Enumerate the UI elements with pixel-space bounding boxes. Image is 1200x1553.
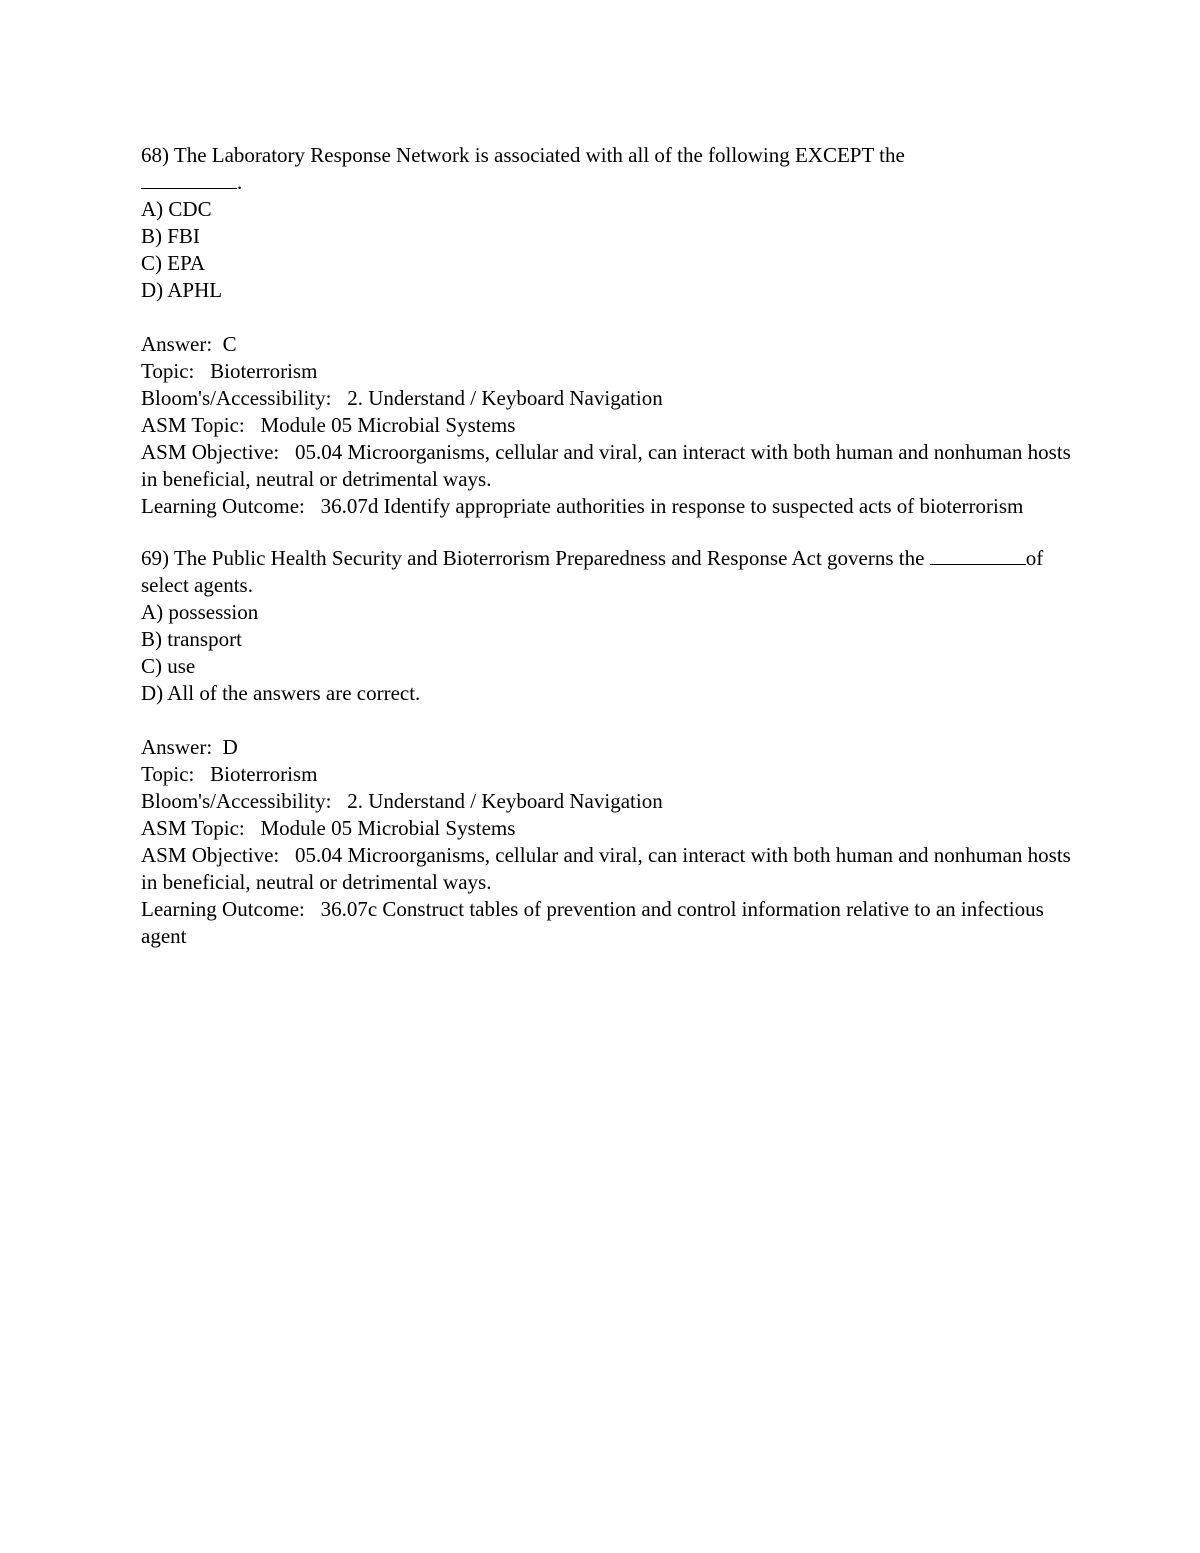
question-stem (141, 142, 1071, 196)
answer-value: D (222, 735, 238, 759)
asm-objective-value: 05.04 Microorganisms, cellular and viral, can interact with both human and nonhuman hosts in beneficial, neutral or detrimental ways. (141, 843, 1071, 894)
document-page (141, 142, 1071, 950)
question-stem-text: 69) The Public Health Security and Bioterrorism Preparedness and Response Act governs the (141, 546, 925, 570)
topic-line (141, 761, 1071, 788)
asm-objective-line (141, 439, 1071, 493)
question-separator (141, 520, 1071, 545)
asm-objective-label: ASM Objective: (141, 440, 280, 464)
choice-b: B) transport (141, 627, 242, 651)
learning-outcome-value: 36.07d Identify appropriate authorities in response to suspected acts of bioterrorism (320, 494, 1024, 518)
topic-value: Bioterrorism (210, 359, 318, 383)
topic-label: Topic: (141, 359, 195, 383)
answer-metadata (141, 331, 1071, 520)
answer-label: Answer: (141, 735, 213, 759)
answer-choices (141, 599, 1071, 707)
answer-line (141, 331, 1071, 358)
question-68 (141, 142, 1071, 520)
learning-outcome-line (141, 493, 1071, 520)
topic-line (141, 358, 1071, 385)
choice-d: D) All of the answers are correct. (141, 681, 421, 705)
blooms-label: Bloom's/Accessibility: (141, 789, 332, 813)
answer-line (141, 734, 1071, 761)
asm-topic-label: ASM Topic: (141, 816, 245, 840)
asm-topic-value: Module 05 Microbial Systems (260, 413, 516, 437)
blooms-value: 2. Understand / Keyboard Navigation (347, 386, 663, 410)
question-69 (141, 545, 1071, 950)
choice-a: A) possession (141, 600, 259, 624)
asm-topic-value: Module 05 Microbial Systems (260, 816, 516, 840)
question-stem-text: 68) The Laboratory Response Network is associated with all of the following EXCEPT the (141, 143, 905, 167)
choice-a: A) CDC (141, 197, 212, 221)
asm-topic-line (141, 412, 1071, 439)
choice-d: D) APHL (141, 278, 223, 302)
answer-blank (930, 547, 1026, 565)
asm-objective-line (141, 842, 1071, 896)
blooms-value: 2. Understand / Keyboard Navigation (347, 789, 663, 813)
learning-outcome-value: 36.07c Construct tables of prevention and control information relative to an infectious agent (141, 897, 1044, 948)
answer-blank (141, 171, 237, 189)
topic-value: Bioterrorism (210, 762, 318, 786)
answer-value: C (222, 332, 237, 356)
learning-outcome-label: Learning Outcome: (141, 897, 305, 921)
question-stem-end: . (237, 170, 243, 194)
choice-c: C) EPA (141, 251, 205, 275)
learning-outcome-line (141, 896, 1071, 950)
blooms-line (141, 385, 1071, 412)
blooms-label: Bloom's/Accessibility: (141, 386, 332, 410)
question-stem (141, 545, 1071, 599)
choice-b: B) FBI (141, 224, 200, 248)
question-stem-end: of select agents. (141, 546, 1044, 597)
asm-objective-label: ASM Objective: (141, 843, 280, 867)
answer-label: Answer: (141, 332, 213, 356)
blooms-line (141, 788, 1071, 815)
choice-c: C) use (141, 654, 196, 678)
learning-outcome-label: Learning Outcome: (141, 494, 305, 518)
asm-topic-line (141, 815, 1071, 842)
answer-metadata (141, 734, 1071, 950)
answer-choices (141, 196, 1071, 304)
asm-objective-value: 05.04 Microorganisms, cellular and viral, can interact with both human and nonhuman hosts in beneficial, neutral or detrimental ways. (141, 440, 1071, 491)
topic-label: Topic: (141, 762, 195, 786)
asm-topic-label: ASM Topic: (141, 413, 245, 437)
